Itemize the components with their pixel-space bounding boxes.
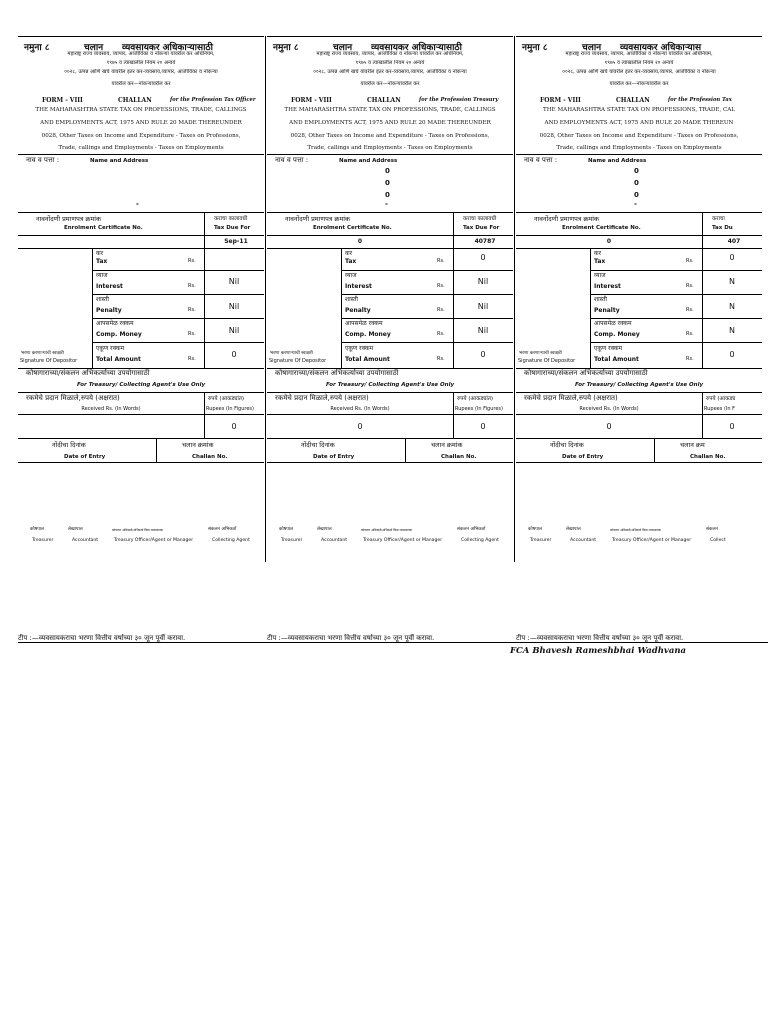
divider bbox=[267, 414, 513, 415]
english-line-1: THE MAHARASHTRA STATE TAX ON PROFESSIONS, TRADE, CAL bbox=[542, 107, 736, 113]
entry-date-label: Date of Entry bbox=[313, 454, 355, 460]
english-line-4: Trade, callings and Employments - Taxes on Employments bbox=[556, 145, 722, 151]
treasurer-label-marathi: कोषपाल bbox=[30, 527, 44, 532]
divider bbox=[516, 462, 762, 463]
rs-label: Rs. bbox=[188, 331, 196, 337]
taxdue-label-marathi: कराचा कालावधी bbox=[463, 216, 497, 222]
treasury-label-marathi: कोषागाराच्या/संकलन अभिकर्त्याच्या उपयोगासाठी bbox=[524, 369, 648, 377]
english-line-3: 0028, Other Taxes on Income and Expenditure - Taxes on Professions, bbox=[41, 133, 241, 139]
rs-label: Rs. bbox=[437, 331, 445, 337]
marathi-line-3: ००२८, उत्पन्न आणि खर्च यांवरील इतर कर-व्यवसाय,व्यापार, आजीविका व नोकऱ्या bbox=[64, 69, 218, 75]
address-line-1: 0 bbox=[385, 167, 390, 175]
officer-label: Treasury Officer/Agent or Manager bbox=[363, 538, 443, 543]
depositor-label-marathi: भरणा करणाऱ्याची स्वाक्षरी bbox=[519, 351, 562, 356]
divider bbox=[702, 342, 703, 368]
rs-label: Rs. bbox=[188, 283, 196, 289]
divider bbox=[516, 438, 762, 439]
divider bbox=[590, 294, 762, 295]
taxdue-label-english: Tax Du bbox=[712, 225, 733, 231]
entry-date-label: Date of Entry bbox=[562, 454, 604, 460]
treasury-label-marathi: कोषागाराच्या/संकलन अभिकर्त्याच्या उपयोगासाठी bbox=[275, 369, 399, 377]
comp-money-value: N bbox=[729, 326, 735, 335]
comp-money-label: Comp. Money bbox=[594, 331, 640, 338]
divider bbox=[156, 438, 157, 462]
office-title: व्यवसायकर अधिकाऱ्यासाठी bbox=[122, 43, 213, 53]
officer-label: Treasury Officer/Agent or Manager bbox=[114, 538, 194, 543]
total-value: 0 bbox=[231, 350, 237, 359]
penalty-label: Penalty bbox=[345, 307, 371, 314]
challan-label: CHALLAN bbox=[616, 97, 650, 104]
enrolment-label-marathi: नावनोंदणी प्रमाणपत्र क्रमांक bbox=[36, 215, 101, 223]
divider bbox=[341, 294, 513, 295]
marathi-line-3: ००२८, उत्पन्न आणि खर्च यांवरील इतर कर-व्यवसाय,व्यापार, आजीविका व नोकऱ्या bbox=[313, 69, 467, 75]
challan-title: चलान bbox=[84, 43, 104, 53]
rs-label: Rs. bbox=[188, 307, 196, 313]
officer-label-marathi: कोषागार अधिकारी/अभिकर्ता किंवा व्यवस्थापक bbox=[610, 528, 661, 532]
name-address-english: Name and Address bbox=[588, 158, 647, 164]
challan-no-label-marathi: चलान क्रम bbox=[680, 441, 705, 449]
payment-note: टीप :—व्यवसायकराचा भरणा वित्तीय वर्षाच्या ३० जून पूर्वी करावा. bbox=[516, 634, 684, 642]
treasurer-label: Treasurer bbox=[530, 538, 552, 543]
address-line-4: - bbox=[385, 200, 388, 208]
penalty-label: Penalty bbox=[594, 307, 620, 314]
accountant-label: Accountant bbox=[570, 538, 597, 543]
divider bbox=[453, 392, 454, 438]
english-line-4: Trade, callings and Employments - Taxes on Employments bbox=[58, 145, 224, 151]
taxdue-label-english: Tax Due For bbox=[463, 225, 500, 231]
divider bbox=[702, 392, 703, 438]
divider bbox=[204, 392, 205, 438]
challan-no-label: Challan No. bbox=[690, 454, 726, 460]
received-label-marathi: रकमेचे प्रदान मिळाले,रुपये (अक्षरात) bbox=[26, 394, 120, 402]
treasury-label: For Treasury/ Collecting Agent's Use Only bbox=[325, 382, 455, 388]
challan-title: चलान bbox=[582, 43, 602, 53]
marathi-line-1: महाराष्ट्र राज्य व्यवसाय, व्यापार, आजीविका व नोकऱ्या यांवरील कर अधिनियम, bbox=[67, 51, 215, 57]
interest-label-marathi: व्याज bbox=[96, 272, 108, 279]
received-figures-value: 0 bbox=[729, 422, 735, 431]
english-line-1: THE MAHARASHTRA STATE TAX ON PROFESSIONS, TRADE, CALLINGS bbox=[35, 107, 247, 113]
challan-no-label-marathi: चलान क्रमांक bbox=[431, 441, 463, 449]
address-line-2: 0 bbox=[634, 179, 639, 187]
for-whom-label: for the Profession Tax bbox=[668, 97, 732, 103]
total-label-marathi: एकूण रक्कम bbox=[96, 345, 125, 352]
rs-label: Rs. bbox=[188, 356, 196, 362]
marathi-line-2: १९७५ व त्याखालील नियम २० अन्वये bbox=[106, 60, 176, 66]
office-title: व्यवसायकर अधिकाऱ्यास bbox=[620, 43, 702, 53]
interest-label-marathi: व्याज bbox=[594, 272, 606, 279]
divider bbox=[18, 392, 264, 393]
form-number: नमुना ८ bbox=[273, 43, 299, 53]
received-words-value: 0 bbox=[357, 422, 363, 431]
total-value: 0 bbox=[729, 350, 735, 359]
challan-sheet bbox=[18, 36, 768, 642]
penalty-value: N bbox=[729, 302, 735, 311]
challan-no-label: Challan No. bbox=[441, 454, 477, 460]
received-figures-value: 0 bbox=[480, 422, 486, 431]
rs-label: Rs. bbox=[437, 356, 445, 362]
agent-label: Collecting Agent bbox=[212, 538, 250, 543]
tax-label-marathi: कर bbox=[96, 250, 104, 257]
figures-label: Rupees (In F bbox=[704, 406, 735, 412]
name-address-marathi: नाव व पत्ता : bbox=[26, 156, 60, 164]
accountant-label-marathi: लेखापाल bbox=[566, 527, 581, 532]
tax-due-period: 407 bbox=[727, 238, 741, 245]
officer-label: Treasury Officer/Agent or Manager bbox=[612, 538, 692, 543]
marathi-line-2: १९७५ व त्याखालील नियम २० अन्वये bbox=[355, 60, 425, 66]
rs-label: Rs. bbox=[686, 258, 694, 264]
challan-no-label: Challan No. bbox=[192, 454, 228, 460]
marathi-line-4: यांवरील कर—नोकऱ्यांवरील कर bbox=[111, 81, 171, 87]
divider bbox=[453, 212, 454, 248]
for-whom-label: for the Profession Treasury bbox=[419, 97, 499, 103]
challan-copy-2 bbox=[267, 36, 513, 642]
divider bbox=[453, 342, 454, 368]
challan-title: चलान bbox=[333, 43, 353, 53]
divider bbox=[516, 154, 762, 155]
challan-no-label-marathi: चलान क्रमांक bbox=[182, 441, 214, 449]
received-words-value: 0 bbox=[606, 422, 612, 431]
marathi-line-4: यांवरील कर—नोकऱ्यांवरील कर bbox=[609, 81, 669, 87]
figures-label-marathi: रुपये (आकड्यांत) bbox=[457, 396, 494, 402]
divider bbox=[341, 270, 513, 271]
depositor-label: Signature Of Depositor bbox=[269, 358, 327, 364]
english-line-4: Trade, callings and Employments - Taxes on Employments bbox=[307, 145, 473, 151]
total-label: Total Amount bbox=[594, 356, 639, 363]
total-label: Total Amount bbox=[96, 356, 141, 363]
divider bbox=[18, 212, 264, 213]
received-figures-value: 0 bbox=[231, 422, 237, 431]
figures-label-marathi: रुपये (आकड्य bbox=[706, 396, 736, 402]
divider bbox=[18, 462, 264, 463]
name-address-marathi: नाव व पत्ता : bbox=[524, 156, 558, 164]
treasurer-label: Treasurer bbox=[281, 538, 303, 543]
taxdue-label-english: Tax Due For bbox=[214, 225, 251, 231]
divider bbox=[204, 212, 205, 248]
figures-label-marathi: रुपये (आकड्यांत) bbox=[208, 396, 245, 402]
address-line-2: 0 bbox=[385, 179, 390, 187]
divider bbox=[267, 212, 513, 213]
penalty-value: Nil bbox=[477, 302, 489, 311]
comp-money-value: Nil bbox=[228, 326, 240, 335]
tax-due-period: Sep-11 bbox=[224, 238, 248, 245]
english-line-3: 0028, Other Taxes on Income and Expenditure - Taxes on Professions, bbox=[290, 133, 490, 139]
copy-separator bbox=[514, 36, 515, 562]
treasurer-label: Treasurer bbox=[32, 538, 54, 543]
entry-date-label-marathi: नोंदीचा दिनांक bbox=[550, 441, 584, 449]
figures-label: Rupees (In Figures) bbox=[206, 406, 254, 412]
enrolment-label-marathi: नावनोंदणी प्रमाणपत्र क्रमांक bbox=[285, 215, 350, 223]
penalty-label-marathi: शास्ती bbox=[96, 296, 109, 303]
divider bbox=[341, 342, 342, 368]
interest-value: Nil bbox=[477, 277, 489, 286]
enrolment-label-marathi: नावनोंदणी प्रमाणपत्र क्रमांक bbox=[534, 215, 599, 223]
received-label-marathi: रकमेचे प्रदान मिळाले,रुपये (अक्षरात) bbox=[524, 394, 618, 402]
divider bbox=[92, 270, 264, 271]
interest-label: Interest bbox=[96, 283, 123, 290]
marathi-line-1: महाराष्ट्र राज्य व्यवसाय, व्यापार, आजीविका व नोकऱ्या यांवरील कर अधिनियम, bbox=[316, 51, 464, 57]
marathi-line-3: ००२८, उत्पन्न आणि खर्च यांवरील इतर कर-व्यवसाय,व्यापार, आजीविका व नोकऱ्या bbox=[562, 69, 716, 75]
signature-text: FCA Bhavesh Rameshbhai Wadhvana bbox=[510, 646, 687, 656]
agent-label-marathi: संकलन bbox=[706, 527, 719, 532]
english-line-3: 0028, Other Taxes on Income and Expenditure - Taxes on Professions, bbox=[539, 133, 739, 139]
form-label: FORM - VIII bbox=[540, 97, 581, 104]
comp-money-label: Comp. Money bbox=[345, 331, 391, 338]
divider bbox=[18, 154, 264, 155]
tax-value: 0 bbox=[729, 253, 735, 262]
english-line-2: AND EMPLOYMENTS ACT, 1975 AND RULE 20 MADE THEREUN bbox=[544, 120, 734, 126]
interest-label-marathi: व्याज bbox=[345, 272, 357, 279]
english-line-2: AND EMPLOYMENTS ACT, 1975 AND RULE 20 MADE THEREUNDER bbox=[289, 120, 491, 126]
divider bbox=[18, 438, 264, 439]
total-value: 0 bbox=[480, 350, 486, 359]
comp-money-label-marathi: आपसमेळ रक्कम bbox=[96, 320, 134, 327]
treasurer-label-marathi: कोषपाल bbox=[528, 527, 542, 532]
address-line-1: 0 bbox=[634, 167, 639, 175]
depositor-label-marathi: भरणा करणाऱ्याची स्वाक्षरी bbox=[21, 351, 64, 356]
address-line-3: 0 bbox=[385, 191, 390, 199]
form-label: FORM - VIII bbox=[291, 97, 332, 104]
copy-separator bbox=[265, 36, 266, 562]
total-label-marathi: एकूण रक्कम bbox=[594, 345, 623, 352]
accountant-label-marathi: लेखापाल bbox=[68, 527, 83, 532]
penalty-label-marathi: शास्ती bbox=[345, 296, 358, 303]
depositor-label: Signature Of Depositor bbox=[518, 358, 576, 364]
challan-label: CHALLAN bbox=[118, 97, 152, 104]
english-line-2: AND EMPLOYMENTS ACT, 1975 AND RULE 20 MADE THEREUNDER bbox=[40, 120, 242, 126]
comp-money-label-marathi: आपसमेळ रक्कम bbox=[345, 320, 383, 327]
rs-label: Rs. bbox=[686, 307, 694, 313]
entry-date-label-marathi: नोंदीचा दिनांक bbox=[301, 441, 335, 449]
address-line-3: 0 bbox=[634, 191, 639, 199]
tax-label: Tax bbox=[96, 258, 108, 265]
office-title: व्यवसायकर अधिकाऱ्यासाठी bbox=[371, 43, 462, 53]
agent-label-marathi: संकलन अभिकर्ता bbox=[208, 527, 237, 532]
divider bbox=[341, 342, 513, 343]
treasury-label: For Treasury/ Collecting Agent's Use Only bbox=[574, 382, 704, 388]
total-label-marathi: एकूण रक्कम bbox=[345, 345, 374, 352]
divider bbox=[516, 235, 762, 236]
form-number: नमुना ८ bbox=[522, 43, 548, 53]
received-label: Received Rs. (In Words) bbox=[81, 406, 141, 412]
divider bbox=[590, 342, 762, 343]
rs-label: Rs. bbox=[188, 258, 196, 264]
rs-label: Rs. bbox=[686, 283, 694, 289]
enrolment-number: 0 bbox=[357, 238, 363, 245]
treasury-label: For Treasury/ Collecting Agent's Use Only bbox=[76, 382, 206, 388]
divider bbox=[590, 270, 762, 271]
tax-label-marathi: कर bbox=[345, 250, 353, 257]
total-label: Total Amount bbox=[345, 356, 390, 363]
divider bbox=[267, 392, 513, 393]
treasurer-label-marathi: कोषपाल bbox=[279, 527, 293, 532]
agent-label: Collect bbox=[710, 538, 726, 543]
interest-label: Interest bbox=[345, 283, 372, 290]
payment-note: टीप :—व्यवसायकराचा भरणा वित्तीय वर्षाच्या ३० जून पूर्वी करावा. bbox=[18, 634, 186, 642]
comp-money-value: Nil bbox=[477, 326, 489, 335]
accountant-label-marathi: लेखापाल bbox=[317, 527, 332, 532]
divider bbox=[204, 342, 205, 368]
interest-value: Nil bbox=[228, 277, 240, 286]
comp-money-label: Comp. Money bbox=[96, 331, 142, 338]
address-line-4: - bbox=[634, 200, 637, 208]
enrolment-label-english: Enrolment Certificate No. bbox=[64, 225, 143, 231]
divider bbox=[654, 438, 655, 462]
bottom-border bbox=[18, 642, 768, 643]
received-label: Received Rs. (In Words) bbox=[330, 406, 390, 412]
depositor-label: Signature Of Depositor bbox=[20, 358, 78, 364]
divider bbox=[267, 462, 513, 463]
tax-label: Tax bbox=[345, 258, 357, 265]
challan-copy-1 bbox=[18, 36, 264, 642]
interest-value: N bbox=[729, 277, 735, 286]
name-address-english: Name and Address bbox=[90, 158, 149, 164]
penalty-label: Penalty bbox=[96, 307, 122, 314]
marathi-line-2: १९७५ व त्याखालील नियम २० अन्वये bbox=[604, 60, 674, 66]
divider bbox=[267, 438, 513, 439]
entry-date-label: Date of Entry bbox=[64, 454, 106, 460]
divider bbox=[92, 294, 264, 295]
agent-label: Collecting Agent bbox=[461, 538, 499, 543]
penalty-label-marathi: शास्ती bbox=[594, 296, 607, 303]
rs-label: Rs. bbox=[686, 331, 694, 337]
challan-label: CHALLAN bbox=[367, 97, 401, 104]
form-label: FORM - VIII bbox=[42, 97, 83, 104]
divider bbox=[18, 414, 264, 415]
name-address-english: Name and Address bbox=[339, 158, 398, 164]
divider bbox=[267, 235, 513, 236]
rs-label: Rs. bbox=[437, 258, 445, 264]
tax-label: Tax bbox=[594, 258, 606, 265]
entry-date-label-marathi: नोंदीचा दिनांक bbox=[52, 441, 86, 449]
tax-value: 0 bbox=[480, 253, 486, 262]
rs-label: Rs. bbox=[437, 307, 445, 313]
divider bbox=[18, 235, 264, 236]
agent-label-marathi: संकलन अभिकर्ता bbox=[457, 527, 486, 532]
divider bbox=[267, 154, 513, 155]
officer-label-marathi: कोषागार अधिकारी/अभिकर्ता किंवा व्यवस्थापक bbox=[361, 528, 412, 532]
accountant-label: Accountant bbox=[72, 538, 99, 543]
penalty-value: Nil bbox=[228, 302, 240, 311]
figures-label: Rupees (In Figures) bbox=[455, 406, 503, 412]
divider bbox=[92, 342, 93, 368]
enrolment-label-english: Enrolment Certificate No. bbox=[562, 225, 641, 231]
divider bbox=[590, 342, 591, 368]
received-label: Received Rs. (In Words) bbox=[579, 406, 639, 412]
depositor-label-marathi: भरणा करणाऱ्याची स्वाक्षरी bbox=[270, 351, 313, 356]
divider bbox=[92, 342, 264, 343]
comp-money-label-marathi: आपसमेळ रक्कम bbox=[594, 320, 632, 327]
divider bbox=[516, 414, 762, 415]
divider bbox=[516, 392, 762, 393]
english-line-1: THE MAHARASHTRA STATE TAX ON PROFESSIONS, TRADE, CALLINGS bbox=[284, 107, 496, 113]
enrolment-number: 0 bbox=[606, 238, 612, 245]
received-label-marathi: रकमेचे प्रदान मिळाले,रुपये (अक्षरात) bbox=[275, 394, 369, 402]
address-line-4: - bbox=[136, 200, 139, 208]
marathi-line-4: यांवरील कर—नोकऱ्यांवरील कर bbox=[360, 81, 420, 87]
taxdue-label-marathi: कराचा bbox=[712, 216, 725, 222]
marathi-line-1: महाराष्ट्र राज्य व्यवसाय, व्यापार, आजीविका व नोकऱ्या यांवरील कर अधिनियम, bbox=[565, 51, 713, 57]
form-number: नमुना ८ bbox=[24, 43, 50, 53]
name-address-marathi: नाव व पत्ता : bbox=[275, 156, 309, 164]
accountant-label: Accountant bbox=[321, 538, 348, 543]
payment-note: टीप :—व्यवसायकराचा भरणा वित्तीय वर्षाच्या ३० जून पूर्वी करावा. bbox=[267, 634, 435, 642]
taxdue-label-marathi: कराचा कालावधी bbox=[214, 216, 248, 222]
divider bbox=[702, 212, 703, 248]
divider bbox=[516, 212, 762, 213]
enrolment-label-english: Enrolment Certificate No. bbox=[313, 225, 392, 231]
treasury-label-marathi: कोषागाराच्या/संकलन अभिकर्त्याच्या उपयोगासाठी bbox=[26, 369, 150, 377]
officer-label-marathi: कोषागार अधिकारी/अभिकर्ता किंवा व्यवस्थापक bbox=[112, 528, 163, 532]
challan-copy-3 bbox=[516, 36, 762, 642]
rs-label: Rs. bbox=[686, 356, 694, 362]
tax-due-period: 40787 bbox=[474, 238, 496, 245]
divider bbox=[405, 438, 406, 462]
interest-label: Interest bbox=[594, 283, 621, 290]
for-whom-label: for the Profession Tax Officer bbox=[170, 97, 256, 103]
tax-label-marathi: कर bbox=[594, 250, 602, 257]
rs-label: Rs. bbox=[437, 283, 445, 289]
